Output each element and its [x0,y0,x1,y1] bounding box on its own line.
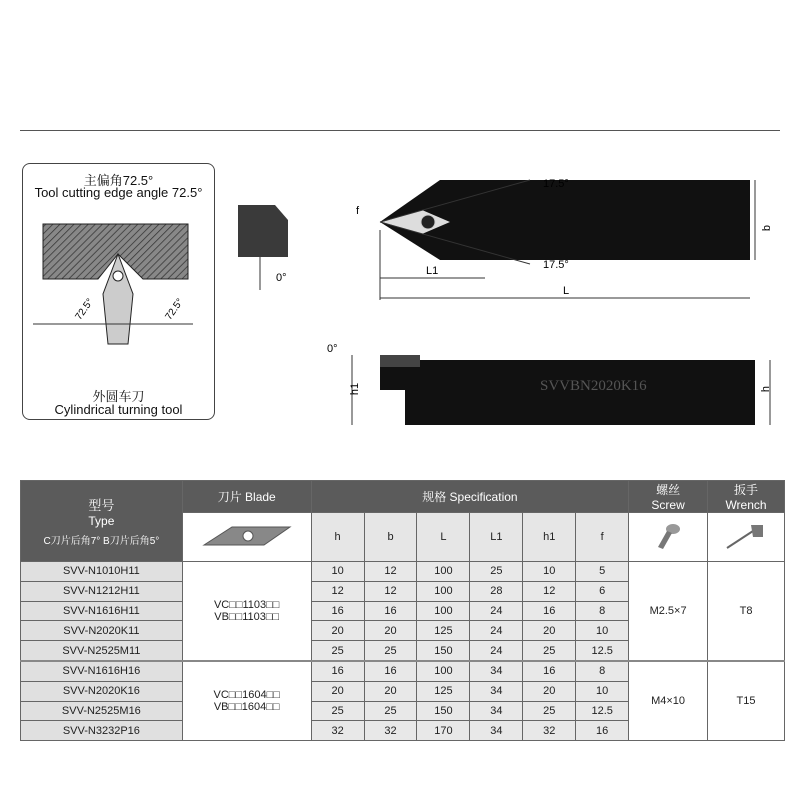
spec-cell: 32 [523,721,576,741]
spec-cell: 10 [576,681,629,701]
blade-code: VB□□1604□□ [213,701,280,714]
spec-cell: 24 [470,621,523,641]
spec-header: 规格 Specification [311,481,628,513]
spec-cell: 8 [576,601,629,621]
blade-header: 刀片 Blade [182,481,311,513]
col-h1: h1 [523,513,576,562]
spec-cell: 20 [311,681,364,701]
wrench-header-cn: 扳手 [734,483,759,497]
spec-cell: 150 [417,641,470,661]
spec-cell: 34 [470,721,523,741]
col-L1: L1 [470,513,523,562]
type-cell: SVV-N2020K16 [21,681,183,701]
type-cell: SVV-N1212H11 [21,581,183,601]
angle-label-left: 72.5° [73,296,96,323]
type-en: Cylindrical turning tool [54,402,183,417]
spec-cell: 125 [417,681,470,701]
spec-cell: 16 [311,601,364,621]
screw-icon [653,521,683,551]
spec-cell: 25 [470,562,523,582]
spec-cell: 34 [470,681,523,701]
spec-cell: 16 [311,661,364,681]
wrench-cell: T8 [708,562,785,661]
spec-cell: 25 [523,701,576,721]
spec-cell: 12 [364,581,417,601]
spec-cell: 25 [311,701,364,721]
type-cell: SVV-N2525M16 [21,701,183,721]
spec-cell: 20 [523,621,576,641]
spec-cell: 20 [364,681,417,701]
spec-cell: 125 [417,621,470,641]
dim-f: f [356,205,360,217]
spec-cell: 5 [576,562,629,582]
spec-cell: 170 [417,721,470,741]
dim-h1: h1 [349,382,362,396]
tool-top-view [360,170,780,310]
spec-cell: 10 [311,562,364,582]
table-row [21,562,785,582]
col-h: h [311,513,364,562]
spec-cell: 16 [523,661,576,681]
spec-cell: 16 [523,601,576,621]
divider [20,130,780,131]
spec-cell: 12 [311,581,364,601]
spec-cell: 25 [311,641,364,661]
blade-code: VC□□1103□□ [213,598,280,611]
insert-side-view [230,195,300,295]
blade-code: VB□□1103□□ [214,610,280,623]
spec-cell: 32 [311,721,364,741]
spec-cell: 12.5 [576,641,629,661]
spec-cell: 16 [576,721,629,741]
screw-cell: M2.5×7 [629,562,708,661]
spec-cell: 16 [364,661,417,681]
angle-en: Tool cutting edge angle 72.5° [34,185,203,200]
dim-h: h [760,385,773,393]
blade-cell [182,661,311,741]
spec-cell: 100 [417,661,470,681]
angle-top: 17.5° [543,178,569,190]
type-cell: SVV-N1616H11 [21,601,183,621]
col-b: b [364,513,417,562]
workpiece-diagram [23,204,213,384]
blade-cell [182,562,311,661]
wrench-cell: T15 [708,661,785,741]
side-zero-angle: 0° [327,343,338,355]
spec-cell: 100 [417,601,470,621]
angle-label-right: 72.5° [163,296,186,323]
spec-cell: 6 [576,581,629,601]
dim-L1: L1 [426,265,439,277]
wrench-header-en: Wrench [725,498,767,512]
spec-cell: 25 [523,641,576,661]
spec-cell: 24 [470,601,523,621]
angle-bottom: 17.5° [543,259,569,271]
col-f: f [576,513,629,562]
type-header-cn: 型号 [88,498,115,513]
spec-cell: 34 [470,701,523,721]
type-cell: SVV-N2020K11 [21,621,183,641]
screw-cell: M4×10 [629,661,708,741]
spec-cell: 20 [523,681,576,701]
spec-cell: 20 [311,621,364,641]
spec-cell: 16 [364,601,417,621]
spec-table [20,480,785,741]
type-header-en: Type [88,514,115,528]
spec-cell: 25 [364,701,417,721]
type-cell: SVV-N3232P16 [21,721,183,741]
spec-cell: 10 [576,621,629,641]
spec-cell: 32 [364,721,417,741]
zero-angle: 0° [276,272,287,284]
wrench-icon [723,521,769,551]
type-cell: SVV-N1010H11 [21,562,183,582]
type-cn: 外圆车刀 [92,389,145,404]
col-L: L [417,513,470,562]
type-cell: SVV-N1616H16 [21,661,183,681]
spec-cell: 12.5 [576,701,629,721]
spec-cell: 100 [417,562,470,582]
type-header-note: C刀片后角7° B刀片后角5° [43,536,160,547]
screw-header-cn: 螺丝 [656,483,681,497]
spec-cell: 24 [470,641,523,661]
blade-code: VC□□1604□□ [213,689,280,702]
angle-cn: 主偏角72.5° [83,173,154,188]
type-cell: SVV-N2525M11 [21,641,183,661]
spec-cell: 12 [523,581,576,601]
spec-cell: 25 [364,641,417,661]
spec-cell: 28 [470,581,523,601]
spec-cell: 20 [364,621,417,641]
spec-cell: 8 [576,661,629,681]
spec-cell: 150 [417,701,470,721]
spec-cell: 34 [470,661,523,681]
angle-panel [22,163,215,420]
table-row [21,661,785,681]
dim-L: L [563,285,570,297]
spec-cell: 100 [417,581,470,601]
dim-b: b [761,224,774,232]
screw-header-en: Screw [651,498,685,512]
spec-cell: 10 [523,562,576,582]
insert-icon [202,521,292,551]
tool-marking: SVVBN2020K16 [540,378,647,394]
spec-cell: 12 [364,562,417,582]
